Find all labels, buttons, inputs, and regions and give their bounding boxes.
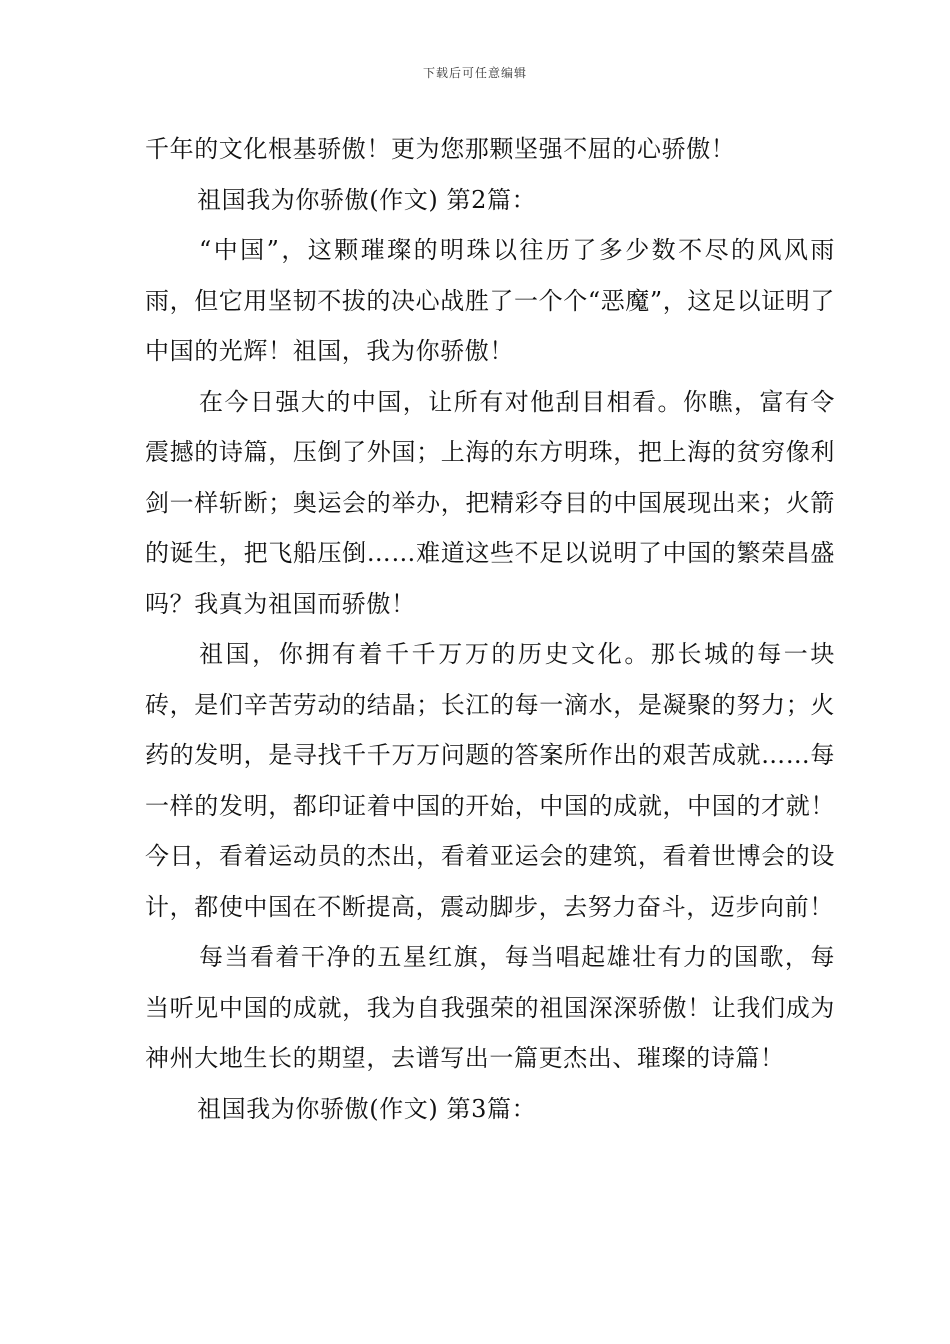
paragraph: “中国”，这颗璀璨的明珠以往历了多少数不尽的风风雨雨，但它用坚韧不拔的决心战胜了一个个“恶魔”，这足以证明了中国的光辉！祖国，我为你骄傲！ (145, 236, 835, 365)
paragraph: 在今日强大的中国，让所有对他刮目相看。你瞧，富有令震撼的诗篇，压倒了外国；上海的东方明珠，把上海的贫穷像利剑一样斩断；奥运会的举办，把精彩夺目的中国展现出来；火箭的诞生，把飞船压倒……难道这些不足以说明了中国的繁荣昌盛吗？我真为祖国而骄傲！ (145, 387, 835, 618)
paragraph-continuation: 千年的文化根基骄傲！更为您那颗坚强不屈的心骄傲！ (145, 135, 736, 163)
paragraph: 祖国，你拥有着千千万万的历史文化。那长城的每一块砖，是们辛苦劳动的结晶；长江的每一滴水，是凝聚的努力；火药的发明，是寻找千千万万问题的答案所作出的艰苦成就……每一样的发明，都印证着中国的开始，中国的成就，中国的才就！今日，看着运动员的杰出，看着亚运会的建筑，看着世博会的设计，都使中国在不断提高，震动脚步，去努力奋斗，迈步向前！ (145, 640, 835, 921)
section-heading-part-3: 祖国我为你骄傲(作文) 第3篇： (197, 1094, 537, 1123)
document-body (145, 124, 835, 1134)
paragraph: 每当看着干净的五星红旗，每当唱起雄壮有力的国歌，每当听见中国的成就，我为自我强荣的祖国深深骄傲！让我们成为神州大地生长的期望，去谱写出一篇更杰出、璀璨的诗篇！ (145, 943, 835, 1072)
page-header: 下载后可任意编辑 (422, 66, 527, 80)
section-heading-part-2: 祖国我为你骄傲(作文) 第2篇： (197, 185, 537, 214)
